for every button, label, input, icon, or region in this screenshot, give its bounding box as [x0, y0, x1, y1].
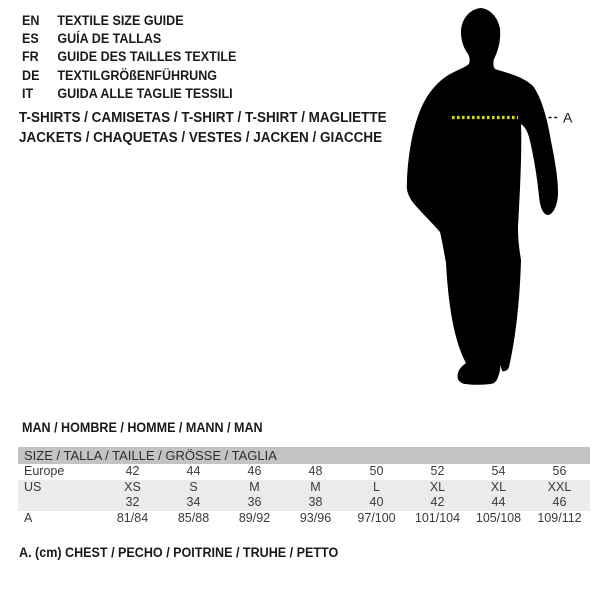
language-guide-title: TEXTILGRÖßENFÜHRUNG: [57, 67, 218, 83]
language-guide-title: TEXTILE SIZE GUIDE: [57, 13, 184, 28]
size-value: 101/104: [414, 510, 461, 525]
size-value: M: [249, 479, 260, 494]
language-code: DE: [22, 67, 40, 83]
section-title-man: MAN / HOMBRE / HOMME / MANN / MAN: [22, 420, 263, 435]
size-table: [18, 447, 590, 526]
size-value: L: [373, 479, 380, 494]
language-guide-title: GUIDE DES TAILLES TEXTILE: [57, 49, 237, 65]
language-code: FR: [22, 49, 39, 65]
size-value: 44: [186, 464, 201, 478]
category-line-tshirts: T-SHIRTS / CAMISETAS / T-SHIRT / T-SHIRT / MAGLIETTE: [19, 110, 387, 126]
size-value: 38: [308, 495, 323, 509]
size-value: 52: [430, 464, 445, 478]
size-value: 34: [186, 495, 201, 509]
size-value: XL: [490, 479, 507, 494]
table-row-chest: [18, 511, 590, 527]
man-silhouette: [407, 8, 558, 385]
category-line-jackets: JACKETS / CHAQUETAS / VESTES / JACKEN / GIACCHE: [19, 129, 383, 146]
size-value: 105/108: [475, 510, 522, 525]
size-value: 54: [491, 464, 506, 478]
size-value: 89/92: [238, 510, 271, 525]
table-row-us: [18, 480, 590, 496]
size-value: 36: [247, 495, 262, 509]
table-row-europe: [18, 464, 590, 480]
size-value: 46: [552, 495, 567, 509]
size-value: M: [310, 479, 321, 494]
size-value: XL: [429, 479, 446, 494]
size-value: XXL: [547, 479, 572, 494]
size-value: 32: [125, 495, 140, 509]
size-value: 93/96: [299, 510, 332, 525]
size-value: 56: [552, 464, 567, 478]
measurement-footnote: A. (cm) CHEST / PECHO / POITRINE / TRUHE / PETTO: [19, 545, 339, 560]
size-table-header: SIZE / TALLA / TAILLE / GRÖSSE / TAGLIA: [18, 447, 590, 464]
size-value: 85/88: [177, 510, 210, 525]
table-row-numeric: [18, 495, 590, 511]
size-value: 44: [491, 495, 506, 509]
language-code: EN: [22, 13, 40, 28]
language-code: IT: [22, 85, 34, 101]
size-value: 81/84: [116, 510, 149, 525]
size-value: S: [189, 479, 198, 494]
size-value: 97/100: [357, 510, 396, 525]
row-label: US: [24, 479, 42, 494]
size-value: 50: [369, 464, 384, 478]
size-value: 109/112: [537, 510, 582, 525]
language-code: ES: [22, 31, 39, 47]
language-guide-title: GUÍA DE TALLAS: [57, 31, 162, 47]
row-label: A: [24, 510, 33, 525]
language-guide-title: GUIDA ALLE TAGLIE TESSILI: [57, 85, 233, 101]
size-value: 42: [430, 495, 445, 509]
size-value: 42: [125, 464, 140, 478]
size-value: 40: [369, 495, 384, 509]
size-value: XS: [124, 479, 141, 494]
size-value: 46: [247, 464, 262, 478]
row-label: Europe: [24, 464, 65, 478]
size-value: 48: [308, 464, 323, 478]
measure-label-a: A: [563, 109, 573, 126]
